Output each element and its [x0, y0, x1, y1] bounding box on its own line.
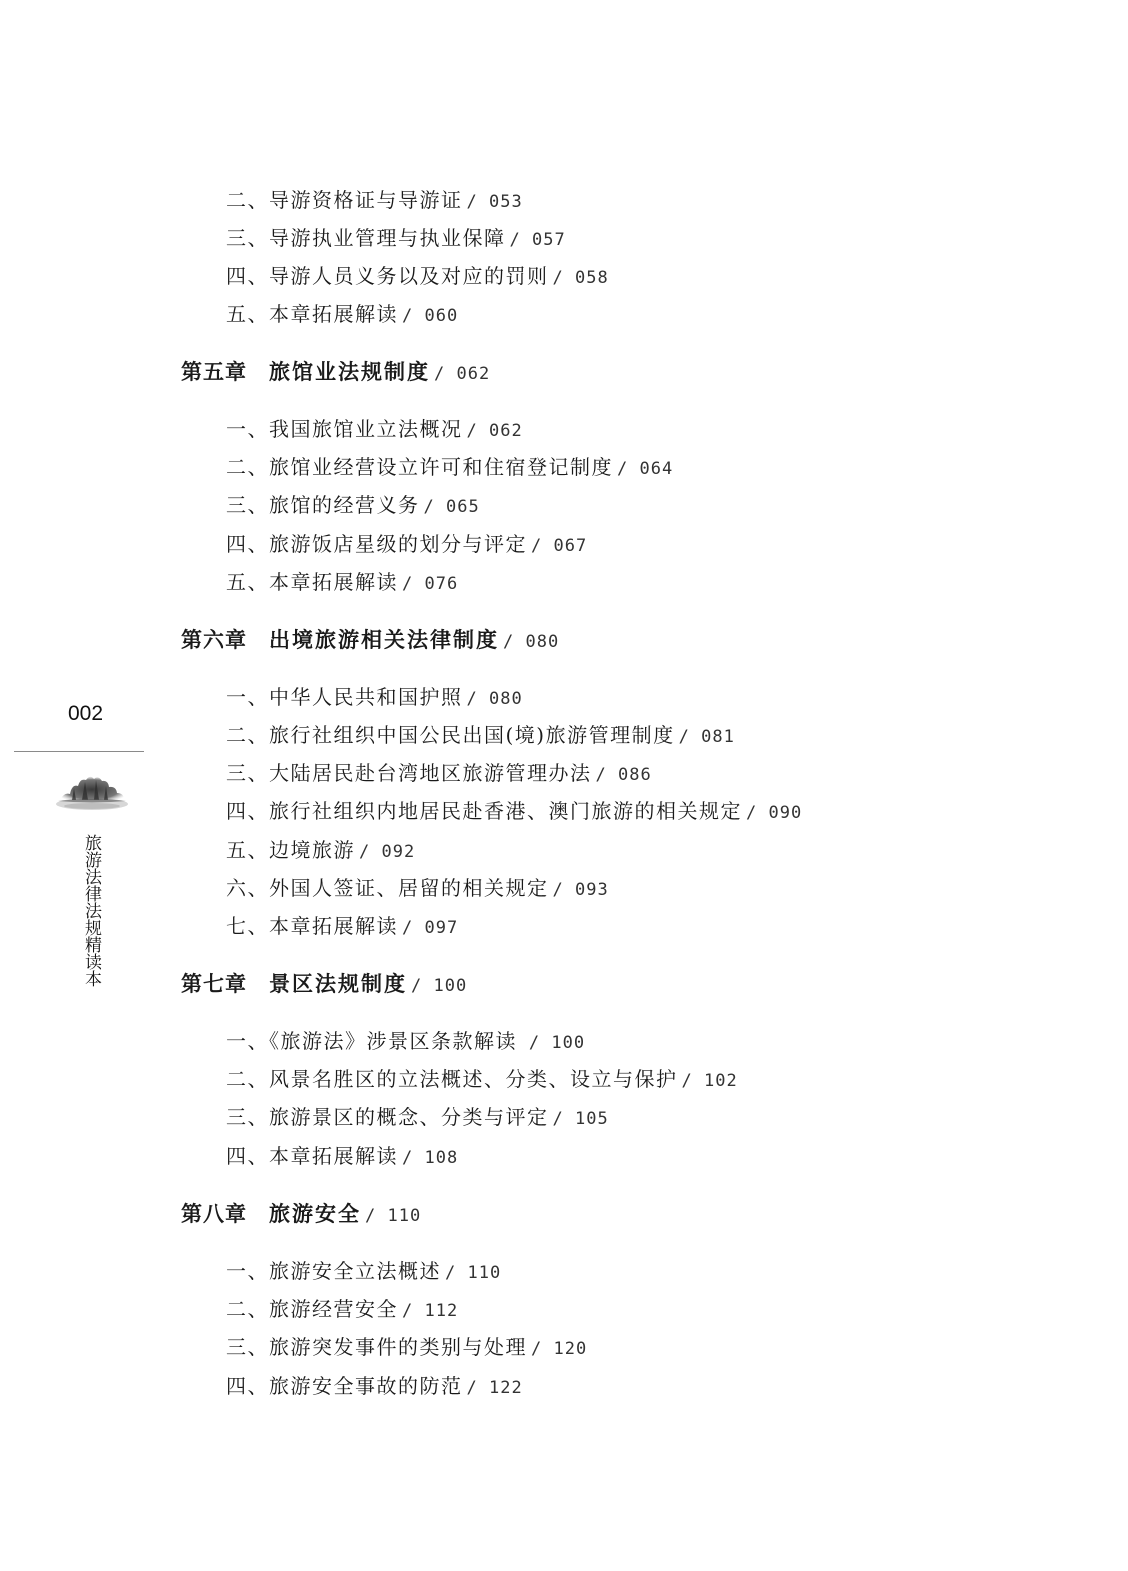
toc-chapter-entry[interactable]: 第七章 景区法规制度 / 100 [181, 972, 468, 996]
toc-section-entry[interactable]: 六、外国人签证、居留的相关规定 / 093 [226, 876, 609, 900]
toc-entry-page: 060 [424, 306, 459, 326]
toc-entry-page: 110 [387, 1206, 422, 1226]
toc-section-entry[interactable]: 二、导游资格证与导游证 / 053 [226, 188, 523, 212]
chapter-number: 第五章 [181, 360, 247, 384]
toc-chapter-entry[interactable]: 第五章 旅馆业法规制度 / 062 [181, 360, 491, 384]
toc-section-entry[interactable]: 五、边境旅游 / 092 [226, 838, 416, 862]
toc-entry-page: 108 [424, 1148, 459, 1168]
toc-entry-label: 三、旅馆的经营义务 [226, 493, 420, 517]
chapter-title: 出境旅游相关法律制度 [269, 628, 499, 652]
toc-entry-page: 105 [574, 1109, 609, 1129]
toc-entry-page: 086 [617, 765, 652, 785]
toc-entry-page: 080 [525, 632, 560, 652]
toc-entry-label: 四、旅游安全事故的防范 [226, 1374, 463, 1398]
toc-entry-label: 二、旅游经营安全 [226, 1297, 398, 1321]
toc-entry-page: 058 [574, 268, 609, 288]
island-landscape-icon [54, 766, 130, 814]
toc-entry-page: 120 [553, 1339, 588, 1359]
toc-section-entry[interactable]: 四、导游人员义务以及对应的罚则 / 058 [226, 264, 609, 288]
toc-entry-page: 076 [424, 574, 459, 594]
toc-section-entry[interactable]: 四、旅行社组织内地居民赴香港、澳门旅游的相关规定 / 090 [226, 799, 803, 823]
toc-section-entry[interactable]: 三、旅游景区的概念、分类与评定 / 105 [226, 1105, 609, 1129]
chapter-title: 旅馆业法规制度 [269, 360, 430, 384]
toc-section-entry[interactable]: 一、《旅游法》涉景区条款解读 / 100 [226, 1029, 586, 1053]
toc-section-entry[interactable]: 五、本章拓展解读 / 060 [226, 302, 459, 326]
toc-entry-page: 081 [701, 727, 735, 747]
toc-section-entry[interactable]: 二、风景名胜区的立法概述、分类、设立与保护 / 102 [226, 1067, 738, 1091]
toc-entry-page: 064 [639, 459, 674, 479]
toc-section-entry[interactable]: 三、大陆居民赴台湾地区旅游管理办法 / 086 [226, 761, 652, 785]
toc-entry-label: 三、导游执业管理与执业保障 [226, 226, 506, 250]
chapter-title: 景区法规制度 [269, 972, 407, 996]
toc-entry-label: 一、中华人民共和国护照 [226, 685, 463, 709]
toc-entry-page: 062 [488, 421, 523, 441]
toc-chapter-entry[interactable]: 第六章 出境旅游相关法律制度 / 080 [181, 628, 560, 652]
toc-entry-page: 100 [433, 976, 468, 996]
toc-section-entry[interactable]: 二、旅馆业经营设立许可和住宿登记制度 / 064 [226, 455, 674, 479]
toc-entry-page: 097 [424, 918, 459, 938]
toc-section-entry[interactable]: 三、导游执业管理与执业保障 / 057 [226, 226, 566, 250]
toc-entry-page: 122 [488, 1378, 523, 1398]
toc-entry-page: 092 [381, 842, 416, 862]
toc-section-entry[interactable]: 七、本章拓展解读 / 097 [226, 914, 459, 938]
toc-section-entry[interactable]: 三、旅馆的经营义务 / 065 [226, 493, 480, 517]
toc-section-entry[interactable]: 三、旅游突发事件的类别与处理 / 120 [226, 1335, 588, 1359]
toc-chapter-entry[interactable]: 第八章 旅游安全 / 110 [181, 1202, 422, 1226]
toc-section-entry[interactable]: 四、本章拓展解读 / 108 [226, 1144, 459, 1168]
page-number: 002 [68, 702, 104, 725]
toc-entry-page: 057 [531, 230, 566, 250]
chapter-number: 第六章 [181, 628, 247, 652]
toc-entry-page: 090 [768, 803, 803, 823]
chapter-title: 旅游安全 [269, 1202, 361, 1226]
toc-entry-page: 100 [551, 1033, 586, 1053]
toc-entry-page: 065 [445, 497, 480, 517]
toc-entry-label: 三、旅游突发事件的类别与处理 [226, 1335, 527, 1359]
toc-entry-label: 二、导游资格证与导游证 [226, 188, 463, 212]
toc-section-entry[interactable]: 二、旅行社组织中国公民出国(境)旅游管理制度 / 081 [226, 723, 735, 747]
toc-entry-page: 080 [488, 689, 523, 709]
toc-entry-page: 102 [703, 1071, 738, 1091]
toc-entry-label: 二、旅行社组织中国公民出国(境)旅游管理制度 [226, 723, 675, 747]
toc-entry-label: 五、边境旅游 [226, 838, 355, 862]
toc-entry-label: 四、旅游饭店星级的划分与评定 [226, 532, 527, 556]
toc-entry-label: 一、我国旅馆业立法概况 [226, 417, 463, 441]
toc-entry-page: 112 [424, 1301, 459, 1321]
toc-entry-label: 一、《旅游法》涉景区条款解读 [226, 1029, 525, 1053]
toc-entry-label: 四、导游人员义务以及对应的罚则 [226, 264, 549, 288]
toc-entry-page: 067 [553, 536, 588, 556]
toc-section-entry[interactable]: 二、旅游经营安全 / 112 [226, 1297, 459, 1321]
toc-entry-label: 四、本章拓展解读 [226, 1144, 398, 1168]
toc-entry-label: 三、旅游景区的概念、分类与评定 [226, 1105, 549, 1129]
toc-entry-label: 四、旅行社组织内地居民赴香港、澳门旅游的相关规定 [226, 799, 742, 823]
toc-entry-label: 一、旅游安全立法概述 [226, 1259, 441, 1283]
toc-entry-label: 七、本章拓展解读 [226, 914, 398, 938]
toc-section-entry[interactable]: 一、中华人民共和国护照 / 080 [226, 685, 523, 709]
toc-section-entry[interactable]: 一、旅游安全立法概述 / 110 [226, 1259, 502, 1283]
toc-entry-label: 五、本章拓展解读 [226, 302, 398, 326]
toc-entry-page: 062 [456, 364, 491, 384]
toc-entry-label: 二、风景名胜区的立法概述、分类、设立与保护 [226, 1067, 678, 1091]
toc-entry-label: 五、本章拓展解读 [226, 570, 398, 594]
toc-section-entry[interactable]: 四、旅游安全事故的防范 / 122 [226, 1374, 523, 1398]
toc-entry-page: 093 [574, 880, 609, 900]
toc-entry-page: 110 [467, 1263, 502, 1283]
toc-entry-label: 二、旅馆业经营设立许可和住宿登记制度 [226, 455, 613, 479]
toc-entry-page: 053 [488, 192, 523, 212]
toc-section-entry[interactable]: 四、旅游饭店星级的划分与评定 / 067 [226, 532, 588, 556]
running-book-title: 旅游法律法规精读本 [81, 834, 101, 987]
toc-section-entry[interactable]: 五、本章拓展解读 / 076 [226, 570, 459, 594]
margin-divider [14, 751, 144, 752]
chapter-number: 第八章 [181, 1202, 247, 1226]
chapter-number: 第七章 [181, 972, 247, 996]
toc-entry-label: 三、大陆居民赴台湾地区旅游管理办法 [226, 761, 592, 785]
toc-entry-label: 六、外国人签证、居留的相关规定 [226, 876, 549, 900]
toc-section-entry[interactable]: 一、我国旅馆业立法概况 / 062 [226, 417, 523, 441]
